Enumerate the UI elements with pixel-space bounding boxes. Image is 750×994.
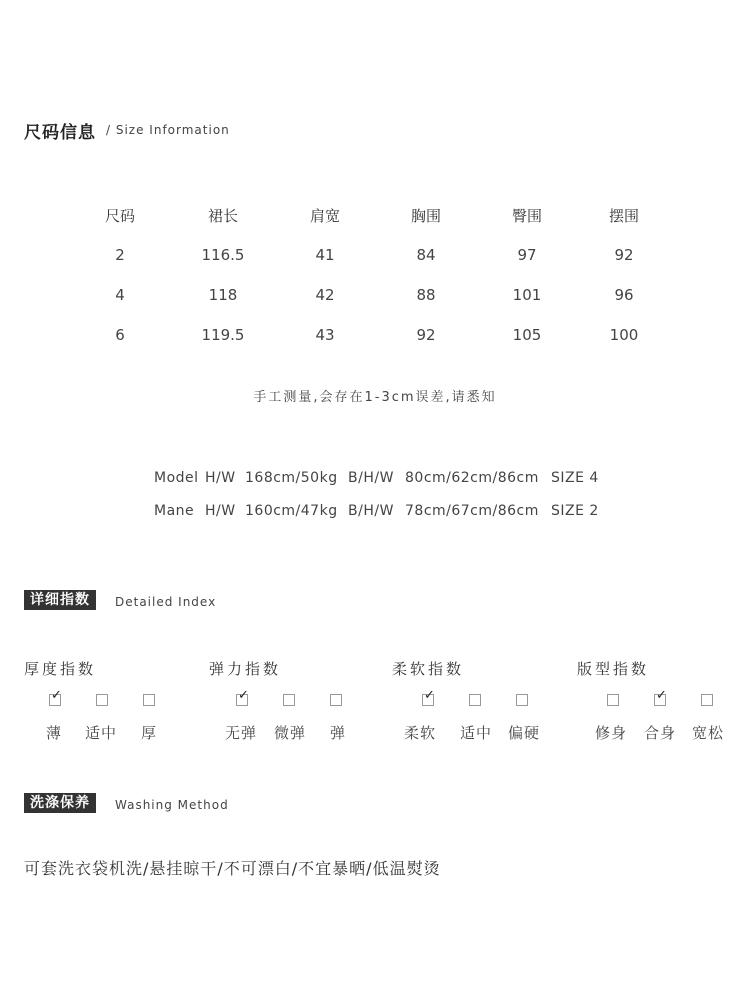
index-title: 厚度指数	[24, 660, 97, 678]
model-name: Mane	[154, 503, 195, 519]
table-cell: 119.5	[201, 326, 245, 344]
detailed-index-subtitle: Detailed Index	[115, 595, 217, 609]
table-cell: 41	[315, 246, 335, 264]
washing-instructions: 可套洗衣袋机洗/悬挂晾干/不可漂白/不宜暴晒/低温熨烫	[24, 859, 441, 878]
size-info-subtitle: / Size Information	[106, 123, 230, 137]
table-cell: 43	[315, 326, 335, 344]
index-option: 宽松	[691, 724, 725, 742]
index-title: 柔软指数	[392, 660, 465, 678]
checkbox-empty	[701, 694, 713, 706]
checkbox-checked	[654, 688, 667, 706]
index-title: 版型指数	[577, 660, 650, 678]
size-info-title: 尺码信息	[24, 123, 96, 143]
table-cell: 105	[512, 326, 542, 344]
table-cell: 116.5	[201, 246, 245, 264]
index-option: 厚	[140, 724, 158, 742]
model-name: Model	[154, 470, 199, 486]
table-cell: 118	[208, 286, 238, 304]
table-cell: 92	[416, 326, 436, 344]
table-cell: 88	[416, 286, 436, 304]
check-icon: ✓	[656, 688, 667, 703]
checkbox-empty	[607, 694, 619, 706]
check-icon: ✓	[424, 688, 435, 703]
index-option: 薄	[45, 724, 63, 742]
index-option: 偏硬	[507, 724, 541, 742]
model-hw: 168cm/50kg	[245, 470, 338, 486]
table-header: 尺码	[104, 207, 136, 225]
washing-method-badge: 洗涤保养	[24, 793, 96, 813]
checkbox-empty	[283, 694, 295, 706]
table-cell: 96	[614, 286, 634, 304]
detailed-index-badge: 详细指数	[24, 590, 96, 610]
checkbox-checked	[422, 688, 435, 706]
checkbox-empty	[143, 694, 155, 706]
measurement-note: 手工测量,会存在1-3cm误差,请悉知	[253, 390, 497, 405]
table-cell: 84	[416, 246, 436, 264]
index-option: 柔软	[403, 724, 437, 742]
index-option: 无弹	[224, 724, 258, 742]
index-option: 修身	[594, 724, 628, 742]
checkbox-checked	[236, 688, 249, 706]
washing-method-subtitle: Washing Method	[115, 798, 229, 812]
checkbox-empty	[96, 694, 108, 706]
table-cell: 42	[315, 286, 335, 304]
index-option: 合身	[643, 724, 677, 742]
model-size: SIZE 4	[551, 470, 599, 486]
table-cell: 100	[609, 326, 639, 344]
table-cell: 97	[517, 246, 537, 264]
model-bhw: 80cm/62cm/86cm	[405, 470, 539, 486]
checkbox-empty	[330, 694, 342, 706]
model-bhw-label: B/H/W	[348, 503, 394, 519]
model-hw: 160cm/47kg	[245, 503, 338, 519]
table-cell: 6	[115, 326, 125, 344]
model-size: SIZE 2	[551, 503, 599, 519]
table-cell: 4	[115, 286, 125, 304]
model-bhw-label: B/H/W	[348, 470, 394, 486]
table-cell: 2	[115, 246, 125, 264]
index-option: 微弹	[273, 724, 307, 742]
model-hw-label: H/W	[205, 470, 236, 486]
table-header: 摆围	[608, 207, 640, 225]
index-option: 弹	[329, 724, 347, 742]
table-cell: 101	[512, 286, 542, 304]
table-header: 肩宽	[309, 207, 341, 225]
check-icon: ✓	[238, 688, 249, 703]
index-option: 适中	[459, 724, 493, 742]
index-option: 适中	[84, 724, 118, 742]
table-header: 裙长	[207, 207, 239, 225]
index-title: 弹力指数	[209, 660, 282, 678]
checkbox-checked	[49, 688, 62, 706]
checkbox-empty	[469, 694, 481, 706]
table-cell: 92	[614, 246, 634, 264]
table-header: 胸围	[410, 207, 442, 225]
check-icon: ✓	[51, 688, 62, 703]
checkbox-empty	[516, 694, 528, 706]
model-hw-label: H/W	[205, 503, 236, 519]
table-header: 臀围	[511, 207, 543, 225]
model-bhw: 78cm/67cm/86cm	[405, 503, 539, 519]
